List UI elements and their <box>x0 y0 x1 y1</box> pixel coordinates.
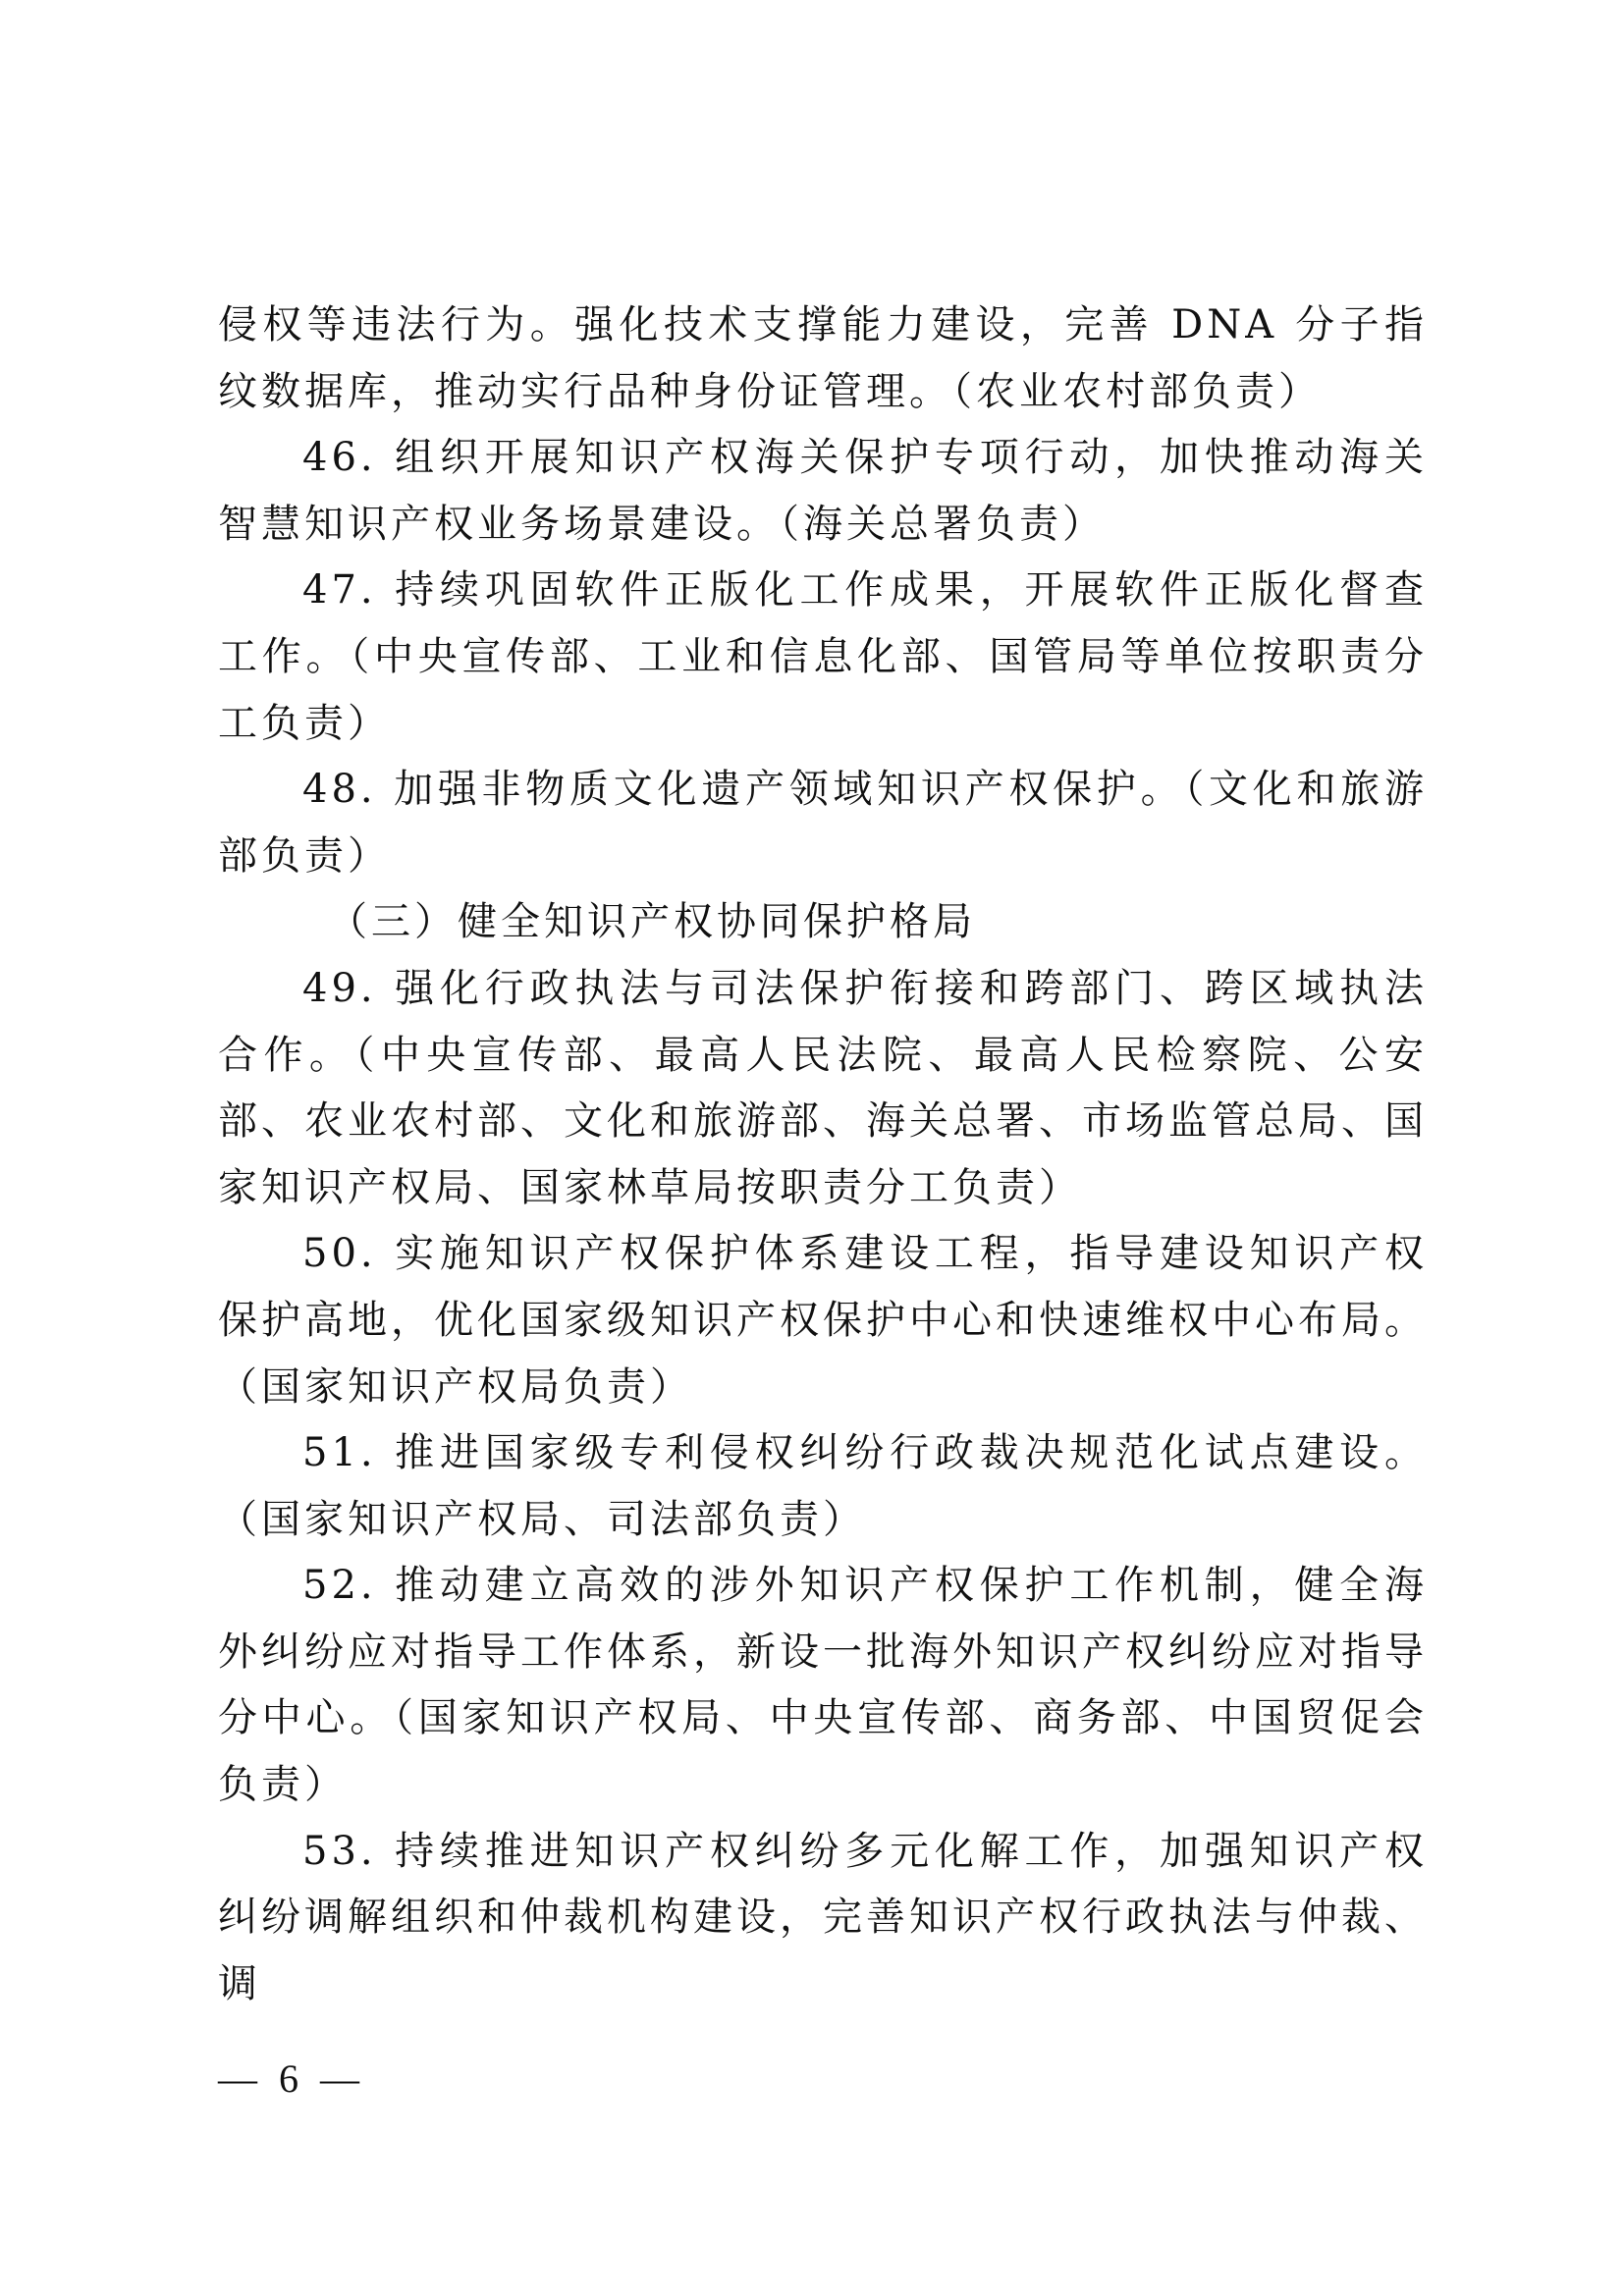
page-number: — 6 — <box>218 2056 365 2101</box>
list-item-47: 47. 持续巩固软件正版化工作成果，开展软件正版化督查工作。（中央宣传部、工业和信息化部、国管局等单位按职责分工负责） <box>218 567 1428 746</box>
list-item-51: 51. 推进国家级专利侵权纠纷行政裁决规范化试点建设。（国家知识产权局、司法部负责） <box>218 1430 1428 1542</box>
paragraph-continuation: 侵权等违法行为。强化技术支撑能力建设，完善 DNA 分子指纹数据库，推动实行品种身份证管理。（农业农村部负责） <box>218 302 1428 414</box>
document-body <box>218 293 1428 2017</box>
list-item-53: 53. 持续推进知识产权纠纷多元化解工作，加强知识产权纠纷调解组织和仲裁机构建设，完善知识产权行政执法与仲裁、调 <box>218 1828 1428 2006</box>
section-heading: （三）健全知识产权协同保护格局 <box>328 899 976 945</box>
list-item-46: 46. 组织开展知识产权海关保护专项行动，加快推动海关智慧知识产权业务场景建设。（海关总署负责） <box>218 435 1428 547</box>
list-item-49: 49. 强化行政执法与司法保护衔接和跨部门、跨区域执法合作。（中央宣传部、最高人民法院、最高人民检察院、公安部、农业农村部、文化和旅游部、海关总署、市场监管总局、国家知识产权局、国家林草局按职责分工负责） <box>218 965 1428 1210</box>
list-item-50: 50. 实施知识产权保护体系建设工程，指导建设知识产权保护高地，优化国家级知识产权保护中心和快速维权中心布局。（国家知识产权局负责） <box>218 1231 1428 1410</box>
list-item-52: 52. 推动建立高效的涉外知识产权保护工作机制，健全海外纠纷应对指导工作体系，新设一批海外知识产权纠纷应对指导分中心。（国家知识产权局、中央宣传部、商务部、中国贸促会负责） <box>218 1563 1428 1808</box>
list-item-48: 48. 加强非物质文化遗产领域知识产权保护。（文化和旅游部负责） <box>218 767 1428 879</box>
